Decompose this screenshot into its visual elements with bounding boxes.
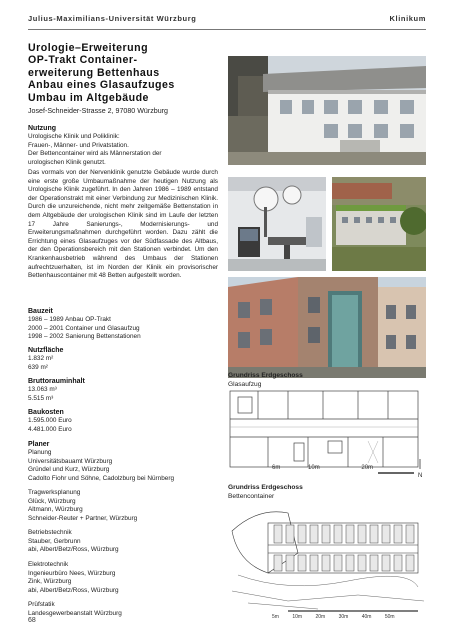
plan2-scale-label: 20m (315, 614, 326, 620)
plan2-scale-label: 30m (338, 614, 349, 620)
planer-line: Planung (28, 449, 52, 456)
plan2-scale-label: 10m (292, 614, 303, 620)
header-section: Klinikum (389, 14, 426, 23)
nutzflaeche-line: 1.832 m² (28, 355, 54, 362)
planer-line: Universitätsbauamt Würzburg (28, 457, 113, 465)
betrieb-line: Stauber, Gerbrunn (28, 537, 81, 545)
nutzung-line: Urologische Klinik und Poliklinik: (28, 133, 120, 140)
elektro-line: Ingenieurbüro Nees, Würzburg (28, 569, 116, 577)
plan2-caption-title: Grundriss Erdgeschoss (228, 484, 303, 491)
pruef-section (28, 601, 218, 618)
elektro-section (28, 561, 218, 595)
plan2-scale (272, 613, 395, 622)
tragwerk-line: Glück, Würzburg (28, 497, 76, 505)
bri-line: 5.515 m³ (28, 394, 54, 402)
plan1-caption-title: Grundriss Erdgeschoss (228, 372, 303, 379)
title-line: OP-Trakt Container- (28, 54, 138, 67)
building-photo-exterior (228, 56, 426, 165)
plan1-scale-label: 20m (361, 465, 374, 471)
header-rule (28, 29, 426, 30)
bauzeit-line: 1986 – 1989 Anbau OP-Trakt (28, 316, 111, 323)
title-line: Anbau eines Glasaufzuges (28, 79, 175, 92)
north-arrow-label: N (418, 473, 423, 479)
nutzflaeche-line: 639 m² (28, 363, 48, 371)
address: Josef-Schneider-Strasse 2, 97080 Würzburg (28, 107, 168, 116)
bauzeit-line: 1998 – 2002 Sanierung Bettenstationen (28, 333, 141, 341)
baukosten-line: 1.595.000 Euro (28, 417, 72, 424)
elektro-line: Elektrotechnik (28, 561, 69, 568)
pruef-line: Landesgewerbeanstalt Würzburg (28, 609, 122, 617)
page-number: 68 (28, 617, 36, 624)
nutzflaeche-heading: Nutzfläche (28, 347, 64, 354)
betrieb-line: abi, Albert/Betz/Ross, Würzburg (28, 546, 119, 554)
running-header (28, 14, 426, 26)
container-building-photo (332, 177, 426, 271)
plan1-caption (228, 372, 303, 389)
baukosten-heading: Baukosten (28, 409, 64, 416)
title-block (28, 42, 218, 116)
nutzung-line: urologischen Klinik genutzt. (28, 158, 106, 166)
description-section (28, 169, 218, 281)
page-title (28, 42, 218, 104)
title-line: Umbau im Altgebäude (28, 91, 149, 104)
bri-section (28, 377, 218, 403)
bri-heading: Bruttorauminhalt (28, 378, 85, 385)
title-line: erweiterung Bettenhaus (28, 66, 160, 79)
title-line: Urologie–Erweiterung (28, 42, 149, 54)
nutzung-line: Frauen-, Männer- und Privatstation. (28, 141, 129, 149)
pruef-line: Prüfstatik (28, 601, 55, 608)
tragwerk-line: Schneider-Reuter + Partner, Würzburg (28, 514, 138, 522)
tragwerk-line: Tragwerksplanung (28, 489, 81, 496)
plan2-scale-label: 50m (384, 614, 395, 620)
description-text: Das vormals von der Nervenklinik genutzte Gebäude wurde durch eine erste große Umbaumaßnahme der heutigen Nutzung als Urologische Klinik zugeführt. In den Jahren 1986 – 1989 entstand der Operationstrakt mit einer Verbindung zur Medizinischen Klinik. Durch die unzureichende, nicht mehr zeitgemäße Bettenstation in dem Altgebäude der urologischen Klinik sind im Laufe der letzten 17 Jahre Sanierungs-, Modernisierungs- und Erweiterungsmaßnahmen durchgeführt worden. Dazu zählt die Errichtung eines Glasaufzuges vor der Südfassade des Altbaus, der den Operationsbereich mit den Stationen verbindet. Um den Krankenhausbetrieb während des Umbaus der Stationen aufrechtzuerhalten, ist im Norden der Klinik ein provisorischer Bettenhauscontainer mit 48 Betten aufgestellt worden. (28, 169, 218, 280)
operating-room-photo (228, 177, 326, 271)
plan2-scale-label: 40m (361, 614, 372, 620)
plan1-caption-sub: Glasaufzug (228, 380, 262, 388)
planer-line: Gründel und Kurz, Würzburg (28, 466, 110, 474)
betrieb-line: Betriebstechnik (28, 529, 72, 536)
tragwerk-section (28, 489, 218, 523)
glass-elevator-photo (228, 277, 426, 378)
betrieb-section (28, 529, 218, 555)
elektro-line: Zink, Würzburg (28, 578, 72, 586)
bri-line: 13.063 m³ (28, 386, 57, 393)
plan1-scale-label: 10m (308, 465, 320, 471)
baukosten-line: 4.481.000 Euro (28, 425, 72, 433)
plan2-caption (228, 484, 303, 501)
bauzeit-section (28, 307, 218, 342)
tragwerk-line: Altmann, Würzburg (28, 506, 83, 514)
planer-heading: Planer (28, 441, 50, 448)
nutzung-section (28, 124, 218, 167)
nutzung-heading: Nutzung (28, 125, 56, 132)
header-university: Julius-Maximilians-Universität Würzburg (28, 14, 197, 23)
nutzflaeche-section (28, 346, 218, 372)
bauzeit-line: 2000 – 2001 Container und Glasaufzug (28, 324, 140, 332)
bauzeit-heading: Bauzeit (28, 308, 53, 315)
plan1-scale-label: 6m (272, 465, 281, 471)
plan2-caption-sub: Bettencontainer (228, 492, 275, 500)
plan1-scale (272, 464, 373, 473)
planer-line: Cadolto Fiohr und Söhne, Cadolzburg bei Nürnberg (28, 474, 175, 482)
baukosten-section (28, 408, 218, 434)
floor-plan-bed-container (228, 503, 426, 615)
plan2-scale-label: 5m (272, 614, 279, 620)
nutzung-line: Der Bettencontainer wird als Männerstation der (28, 150, 162, 158)
elektro-line: abi, Albert/Betz/Ross, Würzburg (28, 586, 119, 594)
planer-section (28, 440, 218, 483)
